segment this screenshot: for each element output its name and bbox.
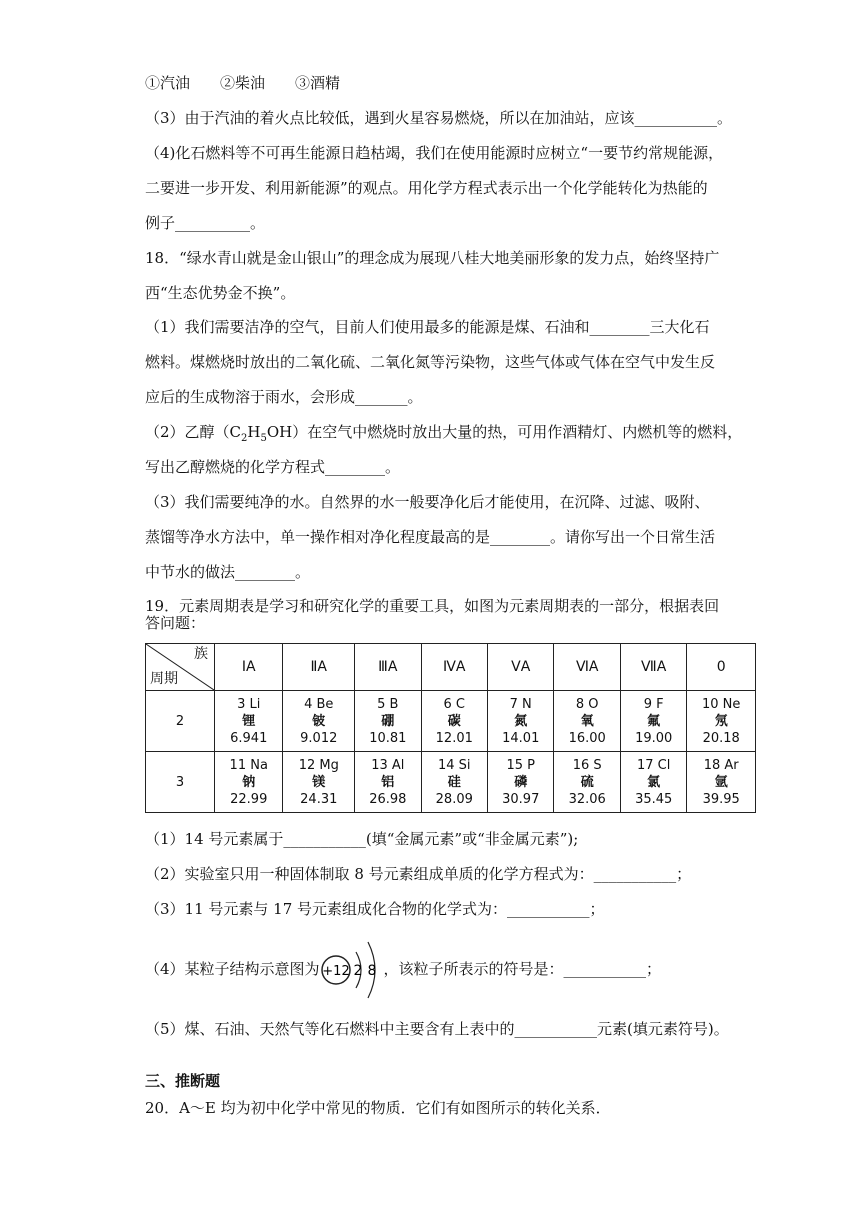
element-cell	[554, 752, 620, 813]
q19-2: （2）实验室只用一种固体制取 8 号元素组成单质的化学方程式为：___________；	[145, 865, 692, 883]
element-number-symbol: 5 B	[377, 696, 399, 712]
q18-1-line2: 燃料。煤燃烧时放出的二氧化硫、二氧化氮等污染物，这些气体或气体在空气中发生反	[145, 353, 716, 371]
group-header: ⅣA	[421, 644, 487, 691]
element-cell	[687, 691, 756, 752]
element-cell	[215, 752, 283, 813]
element-cell	[215, 691, 283, 752]
element-name: 硼	[381, 713, 395, 729]
element-mass: 6.941	[230, 730, 268, 746]
element-name: 磷	[514, 774, 528, 790]
element-cell	[488, 691, 554, 752]
element-number-symbol: 12 Mg	[298, 757, 339, 773]
element-name: 氯	[647, 774, 661, 790]
shell-electrons-1: 2	[353, 963, 363, 979]
element-name: 镁	[312, 774, 326, 790]
element-number-symbol: 15 P	[506, 757, 535, 773]
q19-4-prefix: （4）某粒子结构示意图为	[145, 960, 320, 978]
table-row-period-3	[146, 752, 756, 813]
q18-2-part-e: OH）在空气中燃烧时放出大量的热，可用作酒精灯、内燃机等的燃料，	[266, 423, 743, 441]
group-header: ⅢA	[355, 644, 421, 691]
element-name: 铍	[312, 713, 326, 729]
element-number-symbol: 8 O	[575, 696, 599, 712]
q18-1-line1: （1）我们需要洁净的空气，目前人们使用最多的能源是煤、石油和________三大化石	[145, 318, 710, 336]
element-mass: 22.99	[230, 791, 268, 807]
q18-3-line3: 中节水的做法________。	[145, 563, 311, 581]
element-cell	[620, 752, 686, 813]
element-cell	[421, 752, 487, 813]
element-name: 氖	[714, 713, 728, 729]
corner-period-label: 周期	[150, 671, 178, 687]
table-header-row	[146, 644, 756, 691]
element-cell	[355, 752, 421, 813]
q20-intro: 20．A～E 均为初中化学中常见的物质．它们有如图所示的转化关系．	[145, 1099, 611, 1117]
q19-intro-line1: 19．元素周期表是学习和研究化学的重要工具，如图为元素周期表的一部分，根据表回	[145, 597, 720, 615]
q19-4-suffix: ，该粒子所表示的符号是：___________；	[383, 960, 662, 978]
element-name: 铝	[381, 774, 395, 790]
q18-2-line2: 写出乙醇燃烧的化学方程式________。	[145, 458, 401, 476]
element-cell	[687, 752, 756, 813]
element-mass: 10.81	[369, 730, 407, 746]
element-mass: 12.01	[435, 730, 473, 746]
q19-intro-line2: 答问题：	[145, 614, 206, 632]
element-number-symbol: 18 Ar	[703, 757, 739, 773]
q19-3: （3）11 号元素与 17 号元素组成化合物的化学式为：___________；	[145, 900, 605, 918]
section-heading: 三、推断题	[145, 1072, 221, 1090]
element-number-symbol: 9 F	[643, 696, 664, 712]
element-mass: 28.09	[435, 791, 473, 807]
element-name: 氩	[714, 774, 728, 790]
element-mass: 26.98	[369, 791, 407, 807]
element-mass: 9.012	[300, 730, 338, 746]
element-name: 碳	[447, 713, 461, 729]
q18-2-sub-5: 5	[260, 433, 267, 444]
element-mass: 20.18	[702, 730, 740, 746]
q19-5: （5）煤、石油、天然气等化石燃料中主要含有上表中的___________元素(填元素符号)。	[145, 1020, 729, 1038]
group-header: ⅤA	[488, 644, 554, 691]
atom-structure-diagram	[318, 930, 388, 1010]
nucleus-charge: +12	[322, 964, 350, 979]
element-mass: 24.31	[300, 791, 338, 807]
q18-2-part-a: （2）乙醇（C	[145, 423, 242, 441]
element-mass: 16.00	[568, 730, 606, 746]
q18-2-sub-2: 2	[241, 433, 248, 444]
q18-2-part-c: H	[247, 423, 261, 441]
element-number-symbol: 4 Be	[304, 696, 334, 712]
element-name: 硫	[580, 774, 594, 790]
period-label: 3	[146, 752, 215, 813]
element-number-symbol: 3 Li	[237, 696, 261, 712]
element-cell	[283, 691, 355, 752]
element-number-symbol: 7 N	[509, 696, 532, 712]
element-number-symbol: 11 Na	[229, 757, 268, 773]
q18-1-line3: 应后的生成物溶于雨水，会形成_______。	[145, 388, 423, 406]
group-header: ⅥA	[554, 644, 620, 691]
element-cell	[355, 691, 421, 752]
element-name: 氟	[647, 713, 661, 729]
q18-intro-line2: 西“生态优势金不换”。	[145, 284, 296, 302]
element-mass: 32.06	[568, 791, 606, 807]
q19-1: （1）14 号元素属于___________(填“金属元素”或“非金属元素”);	[145, 830, 579, 848]
q18-3-line2: 蒸馏等净水方法中，单一操作相对净化程度最高的是________。请你写出一个日常生活	[145, 528, 716, 546]
element-cell	[620, 691, 686, 752]
element-mass: 30.97	[502, 791, 540, 807]
q18-3-line1: （3）我们需要纯净的水。自然界的水一般要净化后才能使用，在沉降、过滤、吸附、	[145, 493, 710, 511]
element-mass: 39.95	[702, 791, 740, 807]
group-header: ⅡA	[283, 644, 355, 691]
element-number-symbol: 17 Cl	[636, 757, 671, 773]
element-name: 氮	[514, 713, 528, 729]
element-mass: 35.45	[635, 791, 673, 807]
group-header: ⅦA	[620, 644, 686, 691]
periodic-table	[145, 643, 756, 813]
element-mass: 14.01	[502, 730, 540, 746]
table-corner-cell	[146, 644, 215, 691]
element-number-symbol: 10 Ne	[702, 696, 741, 712]
shell-electrons-2: 8	[367, 963, 377, 979]
group-header: ⅠA	[215, 644, 283, 691]
q18-intro-line1: 18．“绿水青山就是金山银山”的理念成为展现八桂大地美丽形象的发力点，始终坚持广	[145, 249, 720, 267]
element-cell	[554, 691, 620, 752]
corner-group-label: 族	[194, 646, 208, 662]
element-name: 钠	[242, 774, 256, 790]
group-header: 0	[687, 644, 756, 691]
q17-4-line2: 二要进一步开发、利用新能源”的观点。用化学方程式表示出一个化学能转化为热能的	[145, 179, 708, 197]
element-name: 硅	[447, 774, 461, 790]
q17-4-line3: 例子__________。	[145, 214, 266, 232]
element-number-symbol: 13 Al	[371, 757, 405, 773]
element-cell	[488, 752, 554, 813]
q17-4-line1: （4)化石燃料等不可再生能源日趋枯竭，我们在使用能源时应树立“一要节约常规能源，	[145, 144, 724, 162]
element-cell	[283, 752, 355, 813]
element-cell	[421, 691, 487, 752]
oil-options: ①汽油 ②柴油 ③酒精	[145, 74, 341, 92]
q17-3: （3）由于汽油的着火点比较低，遇到火星容易燃烧，所以在加油站，应该___________。	[145, 109, 733, 127]
q19-4	[145, 958, 661, 979]
table-row-period-2	[146, 691, 756, 752]
element-mass: 19.00	[635, 730, 673, 746]
element-name: 锂	[242, 713, 256, 729]
element-name: 氧	[580, 713, 594, 729]
element-number-symbol: 14 Si	[437, 757, 471, 773]
q18-2-line1	[145, 421, 742, 444]
period-label: 2	[146, 691, 215, 752]
element-number-symbol: 16 S	[572, 757, 602, 773]
element-number-symbol: 6 C	[443, 696, 465, 712]
